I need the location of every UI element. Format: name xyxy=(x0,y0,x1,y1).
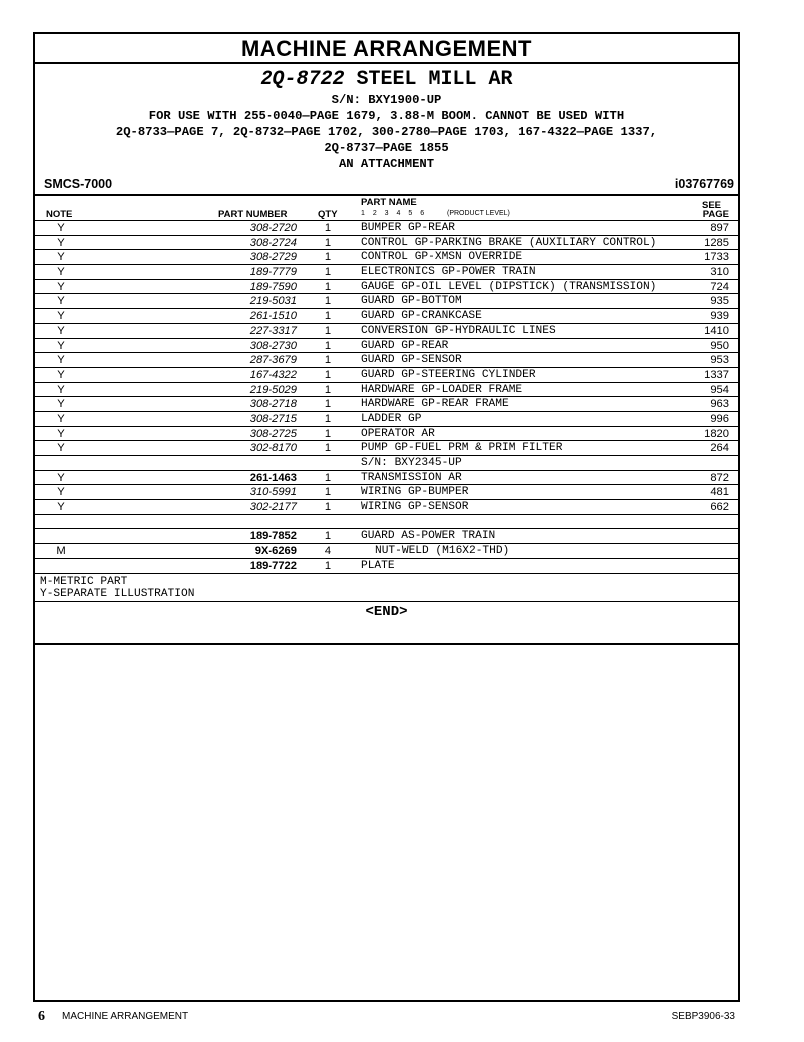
usage-line: AN ATTACHMENT xyxy=(338,157,435,171)
table-row xyxy=(35,456,738,471)
qty-cell: 1 xyxy=(324,559,332,572)
note-cell: Y xyxy=(57,251,65,264)
note-cell: Y xyxy=(57,280,65,293)
page-cell: 481 xyxy=(710,486,729,499)
page-footer xyxy=(0,1009,804,1027)
note-illustration: Y-SEPARATE ILLUSTRATION xyxy=(40,587,195,600)
page-cell: 264 xyxy=(710,442,729,455)
part-name-cell: GUARD GP-SENSOR xyxy=(361,354,462,367)
table-row xyxy=(35,441,738,456)
part-number-cell: 310-5991 xyxy=(249,486,297,499)
group-header xyxy=(35,64,738,172)
note-cell: Y xyxy=(57,354,65,367)
part-name-cell: CONTROL GP-XMSN OVERRIDE xyxy=(361,251,523,264)
col-part-number: PART NUMBER xyxy=(218,209,288,220)
part-name-cell: GUARD GP-BOTTOM xyxy=(361,295,462,308)
note-cell: Y xyxy=(57,339,65,352)
note-cell: Y xyxy=(57,471,65,484)
part-number-cell: 261-1510 xyxy=(249,310,297,323)
illustration-id: i03767769 xyxy=(674,177,734,191)
notes-block xyxy=(35,574,738,602)
part-name-cell: CONVERSION GP-HYDRAULIC LINES xyxy=(361,324,556,337)
part-number-cell: 308-2729 xyxy=(249,251,297,264)
table-row xyxy=(35,294,738,309)
col-note: NOTE xyxy=(46,209,73,220)
table-row xyxy=(35,529,738,544)
qty-cell: 1 xyxy=(324,442,332,455)
qty-cell: 1 xyxy=(324,368,332,381)
part-name-cell: ELECTRONICS GP-POWER TRAIN xyxy=(361,266,536,279)
part-name-cell: HARDWARE GP-LOADER FRAME xyxy=(361,383,523,396)
part-number-cell: 261-1463 xyxy=(249,471,297,484)
qty-cell: 1 xyxy=(324,354,332,367)
group-title xyxy=(35,68,738,92)
note-cell: Y xyxy=(57,222,65,234)
page-cell: 935 xyxy=(710,295,729,308)
table-row xyxy=(35,412,738,427)
col-levels: 1 2 3 4 5 6 xyxy=(361,210,425,217)
qty-cell: 1 xyxy=(324,236,332,249)
note-cell: Y xyxy=(57,295,65,308)
part-name-cell: PLATE xyxy=(361,559,395,572)
part-number-cell: 189-7722 xyxy=(249,559,297,572)
part-name-cell: LADDER GP xyxy=(361,412,422,425)
part-number-cell: 189-7590 xyxy=(249,280,297,293)
group-serial: S/N: BXY1900-UP xyxy=(331,93,442,107)
part-name-cell: GUARD GP-CRANKCASE xyxy=(361,310,482,323)
note-cell: Y xyxy=(57,310,65,323)
table-row xyxy=(35,250,738,265)
page-cell: 939 xyxy=(710,310,729,323)
qty-cell: 1 xyxy=(324,398,332,411)
note-cell: Y xyxy=(57,236,65,249)
qty-cell: 1 xyxy=(324,295,332,308)
page-cell: 310 xyxy=(710,266,729,279)
page-cell: 1285 xyxy=(704,236,729,249)
part-name-cell: GUARD AS-POWER TRAIN xyxy=(361,530,496,543)
table-row xyxy=(35,339,738,354)
part-number-cell: 308-2720 xyxy=(249,222,297,234)
part-number-cell: 302-8170 xyxy=(249,442,297,455)
note-cell: Y xyxy=(57,368,65,381)
table-row xyxy=(35,559,738,574)
col-page: PAGE xyxy=(702,209,729,220)
part-number-cell: 287-3679 xyxy=(249,354,297,367)
qty-cell: 1 xyxy=(324,471,332,484)
qty-cell: 1 xyxy=(324,412,332,425)
note-cell: Y xyxy=(57,398,65,411)
note-cell: Y xyxy=(57,266,65,279)
page-cell: 1820 xyxy=(704,427,729,440)
usage-line: 2Q-8737—PAGE 1855 xyxy=(324,141,449,155)
page-cell: 1733 xyxy=(704,251,729,264)
part-name-cell: OPERATOR AR xyxy=(361,427,435,440)
page-cell: 872 xyxy=(710,471,729,484)
page-cell: 996 xyxy=(710,412,729,425)
table-row xyxy=(35,221,738,236)
note-metric: M-METRIC PART xyxy=(40,575,128,588)
usage-line: 2Q-8733—PAGE 7, 2Q-8732—PAGE 1702, 300-2780—PAGE 1703, 167-4322—PAGE 1337, xyxy=(115,125,658,139)
smcs-row xyxy=(35,176,738,196)
note-cell: Y xyxy=(57,412,65,425)
table-row xyxy=(35,397,738,412)
table-row xyxy=(35,280,738,295)
page-cell: 963 xyxy=(710,398,729,411)
qty-cell: 1 xyxy=(324,251,332,264)
qty-cell: 4 xyxy=(324,545,332,558)
note-cell: Y xyxy=(57,501,65,514)
part-name-cell: PUMP GP-FUEL PRM & PRIM FILTER xyxy=(361,442,563,455)
page-cell: 950 xyxy=(710,339,729,352)
smcs-code: SMCS-7000 xyxy=(44,177,113,191)
page-cell: 1410 xyxy=(704,324,729,337)
page-cell: 1337 xyxy=(704,368,729,381)
table-row xyxy=(35,427,738,442)
part-number-cell: 227-3317 xyxy=(249,324,297,337)
note-cell: Y xyxy=(57,324,65,337)
table-row xyxy=(35,383,738,398)
part-name-cell: GUARD GP-REAR xyxy=(361,339,449,352)
qty-cell: 1 xyxy=(324,310,332,323)
note-cell: Y xyxy=(57,427,65,440)
qty-cell: 1 xyxy=(324,339,332,352)
part-name-cell: GAUGE GP-OIL LEVEL (DIPSTICK) (TRANSMISSION) xyxy=(361,280,657,293)
part-number-cell: 308-2718 xyxy=(249,398,297,411)
part-name-cell: NUT-WELD (M16X2-THD) xyxy=(375,545,510,558)
note-cell: Y xyxy=(57,383,65,396)
part-name-cell: TRANSMISSION AR xyxy=(361,471,462,484)
table-row xyxy=(35,544,738,559)
qty-cell: 1 xyxy=(324,324,332,337)
part-number-cell: 308-2725 xyxy=(249,427,297,440)
table-row xyxy=(35,309,738,324)
part-number-cell: 302-2177 xyxy=(249,501,297,514)
part-name-cell: WIRING GP-SENSOR xyxy=(361,501,469,514)
col-see: SEE xyxy=(701,200,721,211)
table-row xyxy=(35,265,738,280)
part-name-cell: S/N: BXY2345-UP xyxy=(361,457,462,469)
group-name: STEEL MILL AR xyxy=(356,68,513,91)
qty-cell: 1 xyxy=(324,280,332,293)
note-cell: Y xyxy=(57,486,65,499)
table-row xyxy=(35,500,738,515)
qty-cell: 1 xyxy=(324,266,332,279)
part-name-cell: HARDWARE GP-REAR FRAME xyxy=(361,398,509,411)
qty-cell: 1 xyxy=(324,530,332,543)
page-cell: 954 xyxy=(710,383,729,396)
part-number-cell: 189-7779 xyxy=(249,266,297,279)
note-cell: Y xyxy=(57,442,65,455)
part-name-cell: BUMPER GP-REAR xyxy=(361,222,455,234)
page-cell: 897 xyxy=(710,222,729,234)
page-number: 6 xyxy=(38,1009,45,1024)
page-cell: 953 xyxy=(710,354,729,367)
page-cell: 662 xyxy=(710,501,729,514)
section-title: MACHINE ARRANGEMENT xyxy=(35,34,738,64)
qty-cell: 1 xyxy=(324,486,332,499)
col-product-level: (PRODUCT LEVEL) xyxy=(447,210,510,217)
qty-cell: 1 xyxy=(324,501,332,514)
table-row xyxy=(35,485,738,500)
part-number-cell: 167-4322 xyxy=(249,368,297,381)
table-row xyxy=(35,236,738,251)
page-cell: 724 xyxy=(710,280,729,293)
part-number-cell: 219-5031 xyxy=(249,295,297,308)
usage-line: FOR USE WITH 255-0040—PAGE 1679, 3.88-M BOOM. CANNOT BE USED WITH xyxy=(148,109,625,123)
column-header xyxy=(35,196,738,221)
table-row xyxy=(35,324,738,339)
table-row xyxy=(35,368,738,383)
part-number-cell: 189-7852 xyxy=(249,530,297,543)
parts-table xyxy=(35,221,738,574)
page-frame xyxy=(33,32,740,1002)
part-number-cell: 308-2724 xyxy=(249,236,297,249)
end-marker: <END> xyxy=(35,602,738,645)
group-number: 2Q-8722 xyxy=(260,68,345,91)
footer-title: MACHINE ARRANGEMENT xyxy=(62,1011,189,1022)
part-number-cell: 308-2715 xyxy=(249,412,297,425)
col-part-name: PART NAME xyxy=(361,197,417,208)
document-number: SEBP3906-33 xyxy=(671,1011,735,1022)
part-number-cell: 219-5029 xyxy=(249,383,297,396)
part-name-cell: GUARD GP-STEERING CYLINDER xyxy=(361,368,536,381)
part-name-cell: CONTROL GP-PARKING BRAKE (AUXILIARY CONTROL) xyxy=(361,236,657,249)
qty-cell: 1 xyxy=(324,427,332,440)
part-number-cell: 308-2730 xyxy=(249,339,297,352)
part-number-cell: 9X-6269 xyxy=(254,545,297,558)
table-row xyxy=(35,353,738,368)
qty-cell: 1 xyxy=(324,222,332,234)
part-name-cell: WIRING GP-BUMPER xyxy=(361,486,469,499)
table-row xyxy=(35,515,738,530)
note-cell: M xyxy=(56,545,66,558)
table-row xyxy=(35,471,738,486)
col-qty: QTY xyxy=(318,209,338,220)
qty-cell: 1 xyxy=(324,383,332,396)
